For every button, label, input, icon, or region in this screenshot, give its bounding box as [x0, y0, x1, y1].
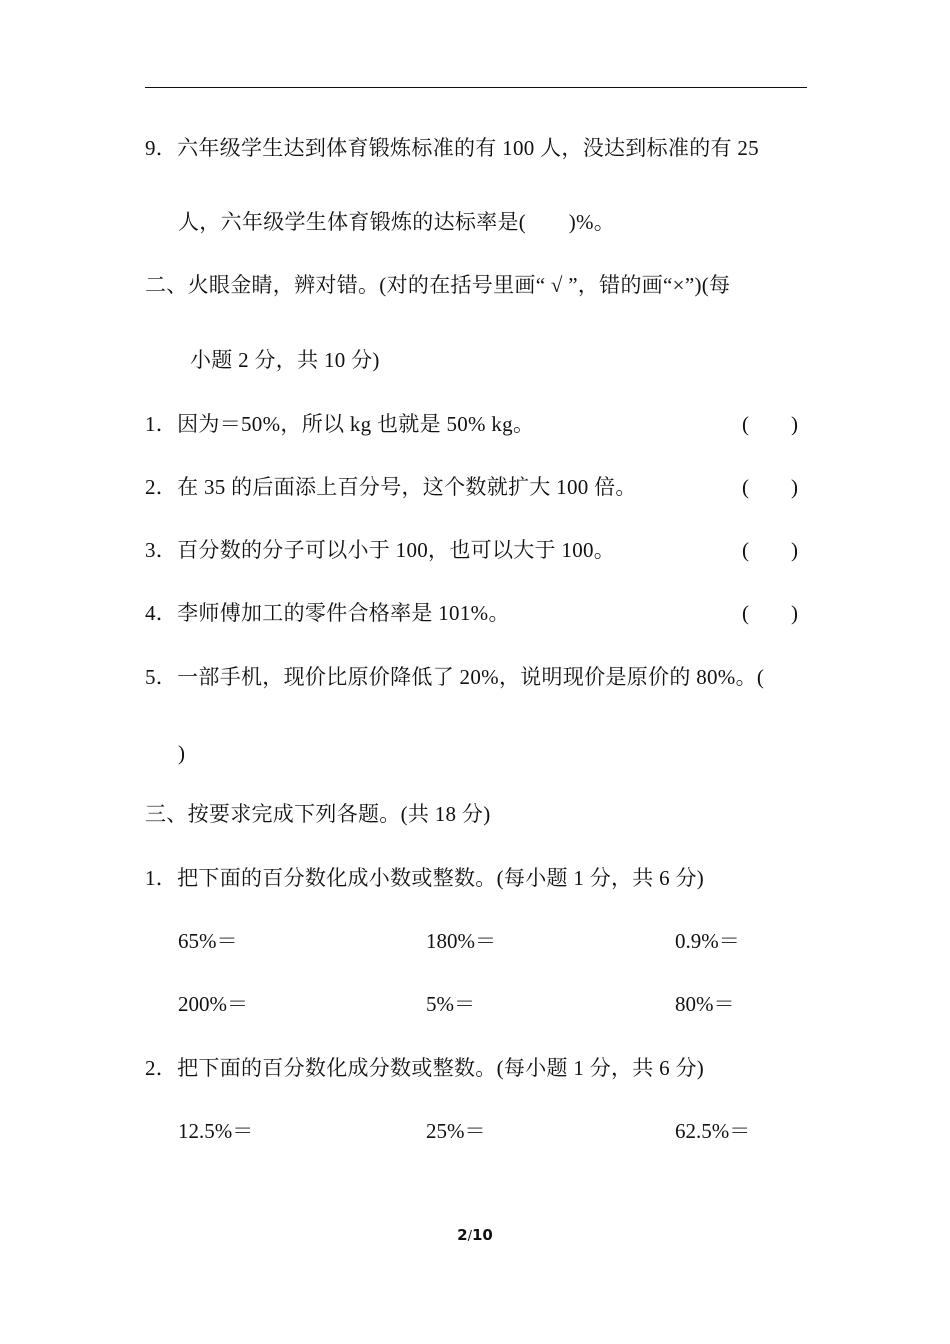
q9-line-1: 9．六年级学生达到体育锻炼标准的有 100 人，没达到标准的有 25: [145, 136, 759, 160]
conversion-cell: 25%＝: [426, 1119, 486, 1143]
tf-item-4-text: 4．李师傅加工的零件合格率是 101%。: [145, 601, 510, 625]
section3-part1-title: 1．把下面的百分数化成小数或整数。(每小题 1 分，共 6 分): [145, 866, 705, 890]
conversion-cell: 5%＝: [426, 992, 475, 1016]
tf-item-3-text: 3．百分数的分子可以小于 100，也可以大于 100。: [145, 538, 616, 562]
conversion-cell: 80%＝: [675, 992, 735, 1016]
conversion-cell: 200%＝: [178, 992, 248, 1016]
section3-title: 三、按要求完成下列各题。(共 18 分): [145, 802, 491, 826]
q9-line-2: 人，六年级学生体育锻炼的达标率是( )%。: [178, 210, 616, 234]
section2-title-line-1: 二、火眼金睛，辨对错。(对的在括号里画“ √ ”，错的画“×”)(每: [145, 273, 731, 297]
current-page: 2: [457, 1226, 468, 1244]
conversion-cell: 180%＝: [426, 929, 496, 953]
tf-item-5-text: 5．一部手机，现价比原价降低了 20%，说明现价是原价的 80%。(: [145, 665, 765, 689]
conversion-cell: 62.5%＝: [675, 1119, 751, 1143]
section3-part2-title: 2．把下面的百分数化成分数或整数。(每小题 1 分，共 6 分): [145, 1056, 705, 1080]
header-rule: [145, 87, 807, 88]
conversion-cell: 65%＝: [178, 929, 238, 953]
tf-item-4-answer-blank[interactable]: ( ): [742, 601, 798, 625]
conversion-cell: 0.9%＝: [675, 929, 740, 953]
total-pages: 10: [471, 1226, 493, 1244]
tf-item-5-answer-blank-end[interactable]: ): [178, 741, 186, 765]
tf-item-3-answer-blank[interactable]: ( ): [742, 538, 798, 562]
conversion-cell: 12.5%＝: [178, 1119, 254, 1143]
tf-item-1-answer-blank[interactable]: ( ): [742, 412, 798, 436]
section2-title-line-2: 小题 2 分，共 10 分): [190, 348, 380, 372]
tf-item-2-text: 2．在 35 的后面添上百分号，这个数就扩大 100 倍。: [145, 475, 637, 499]
page-number: [0, 1224, 950, 1248]
tf-item-2-answer-blank[interactable]: ( ): [742, 475, 798, 499]
page-separator: /: [467, 1229, 472, 1244]
tf-item-1-text: 1．因为＝50%，所以 kg 也就是 50% kg。: [145, 412, 535, 436]
